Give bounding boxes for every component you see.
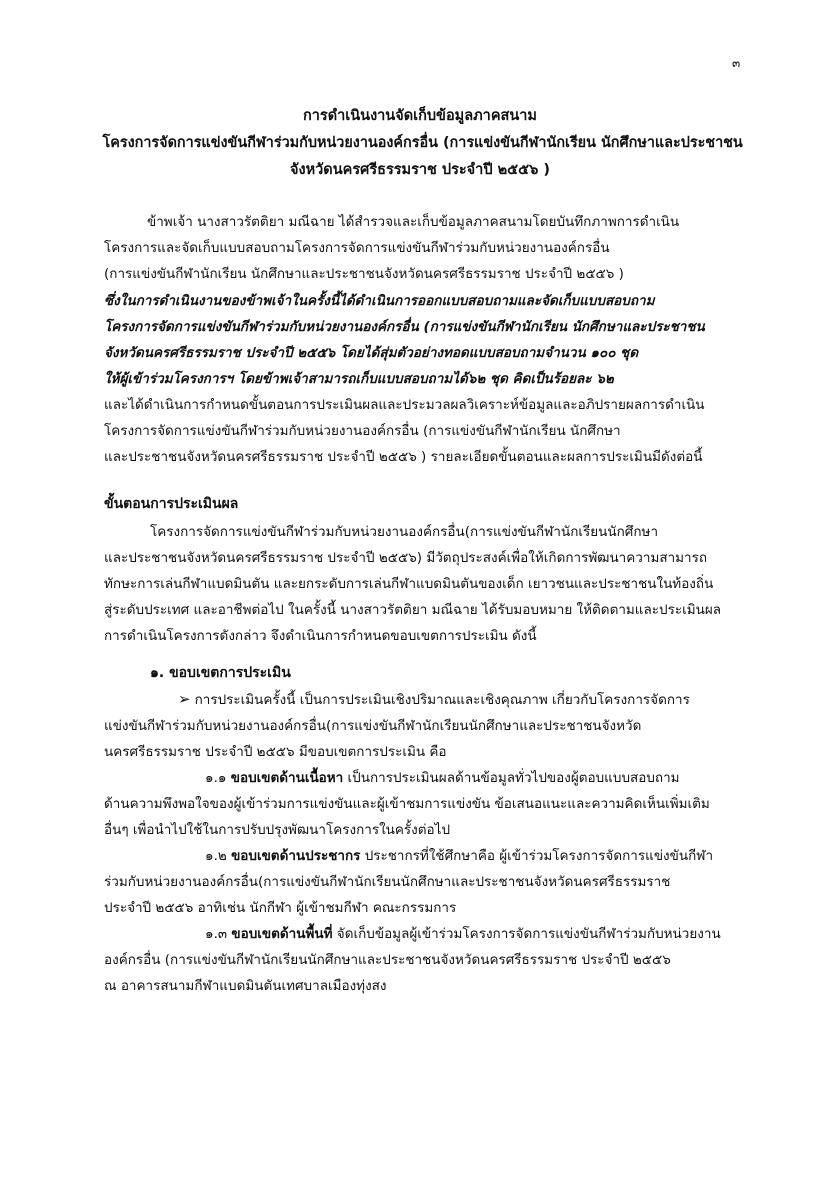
intro-line-10: และประชาชนจังหวัดนครศรีธรรมราช ประจำปี ๒๕๕๖ ) รายละเอียดขั้นตอนและผลการประเมินมีดังต่อนี้ [104,449,703,465]
intro-line-5: โครงการจัดการแข่งขันกีฬาร่วมกับหน่วยงานองค์กรอื่น (การแข่งขันกีฬานักเรียน นักศึกษาและประชาชน [104,319,705,335]
scope-1-1-text: เป็นการประเมินผลด้านข้อมูลทั่วไปของผู้ตอบแบบสอบถาม [343,770,680,786]
page-number: ๓ [732,56,741,70]
scope-1-3-title: ขอบเขตด้านพื้นที่ [231,926,333,942]
scope-line-1-text: การประเมินครั้งนี้ เป็นการประเมินเชิงปริมาณและเชิงคุณภาพ เกี่ยวกับโครงการจัดการ [194,692,690,708]
scope-1-3-text: จัดเก็บข้อมูลผู้เข้าร่วมโครงการจัดการแข่งขันกีฬาร่วมกับหน่วยงาน [332,926,721,942]
scope-1-1-line-2: ด้านความพึงพอใจของผู้เข้าร่วมการแข่งขันและผู้เข้าชมการแข่งขัน ข้อเสนอแนะและความคิดเห็นเพิ่มเติม [104,796,710,812]
scope-1-1-title: ขอบเขตด้านเนื้อหา [230,770,344,786]
scope-1-2-line-1 [205,844,713,866]
scope-1-2-line-2: ร่วมกับหน่วยงานองค์กรอื่น(การแข่งขันกีฬานักเรียนนักศึกษาและประชาชนจังหวัดนครศรีธรรมราช [104,874,671,890]
intro-line-3: (การแข่งขันกีฬานักเรียน นักศึกษาและประชาชนจังหวัดนครศรีธรรมราช ประจำปี ๒๕๕๖ ) [104,266,624,282]
intro-line-2: โครงการและจัดเก็บแบบสอบถามโครงการจัดการแข่งขันกีฬาร่วมกับหน่วยงานองค์กรอื่น [104,240,610,256]
section-heading: ขั้นตอนการประเมินผล [104,496,239,512]
arrow-bullet-icon: ➢ [178,690,191,708]
scope-line-3: นครศรีธรรมราช ประจำปี ๒๕๕๖ มีขอบเขตการประเมิน คือ [104,744,447,760]
section-line-4: สู่ระดับประเทศ และอาชีพต่อไป ในครั้งนี้ นางสาวรัตติยา มณีฉาย ได้รับมอบหมาย ให้ติดตามและประเมินผล [104,602,722,618]
scope-line-2: แข่งขันกีฬาร่วมกับหน่วยงานองค์กรอื่น(การแข่งขันกีฬานักเรียนนักศึกษาและประชาชนจังหวัด [104,718,642,734]
intro-line-1: ข้าพเจ้า นางสาวรัตติยา มณีฉาย ได้สำรวจและเก็บข้อมูลภาคสนามโดยบันทึกภาพการดำเนิน [147,214,680,230]
scope-1-2-line-3: ประจำปี ๒๕๕๖ อาทิเช่น นักกีฬา ผู้เข้าชมกีฬา คณะกรรมการ [104,900,457,916]
scope-1-2-text: ประชากรที่ใช้ศึกษาคือ ผู้เข้าร่วมโครงการจัดการแข่งขันกีฬา [360,848,714,864]
scope-line-1 [178,688,690,710]
scope-1-1-number: ๑.๑ [205,770,231,786]
scope-heading: ๑. ขอบเขตการประเมิน [150,665,291,681]
scope-1-1-line-3: อื่นๆ เพื่อนำไปใช้ในการปรับปรุงพัฒนาโครงการในครั้งต่อไป [104,822,451,838]
scope-1-2-number: ๑.๒ [205,848,232,864]
section-line-1: โครงการจัดการแข่งขันกีฬาร่วมกับหน่วยงานองค์กรอื่น(การแข่งขันกีฬานักเรียนนักศึกษา [150,524,659,540]
intro-line-4: ซึ่งในการดำเนินงานของข้าพเจ้าในครั้งนี้ได้ดำเนินการออกแบบสอบถามและจัดเก็บแบบสอบถาม [104,293,655,309]
scope-1-3-line-2: องค์กรอื่น (การแข่งขันกีฬานักเรียนนักศึกษาและประชาชนจังหวัดนครศรีธรรมราช ประจำปี ๒๕๕๖ [104,952,671,968]
section-line-5: การดำเนินโครงการดังกล่าว จึงดำเนินการกำหนดขอบเขตการประเมิน ดังนี้ [104,628,537,644]
scope-1-1-line-1 [205,766,680,788]
intro-line-9: โครงการจัดการแข่งขันกีฬาร่วมกับหน่วยงานองค์กรอื่น (การแข่งขันกีฬานักเรียน นักศึกษา [104,423,621,439]
intro-line-7: ให้ผู้เข้าร่วมโครงการฯ โดยข้าพเจ้าสามารถเก็บแบบสอบถามได้๖๒ ชุด คิดเป็นร้อยละ ๖๒ [104,371,614,387]
intro-line-6: จังหวัดนครศรีธรรมราช ประจำปี ๒๕๕๖ โดยได้สุ่มตัวอย่างทอดแบบสอบถามจำนวน ๑๐๐ ชุด [104,345,639,361]
scope-1-3-number: ๑.๓ [205,926,232,942]
title-line-2: โครงการจัดการแข่งขันกีฬาร่วมกับหน่วยงานองค์กรอื่น (การแข่งขันกีฬานักเรียน นักศึกษาและประชาชน [102,135,743,151]
title-line-3: จังหวัดนครศรีธรรมราช ประจำปี ๒๕๕๖ ) [290,162,550,178]
scope-1-2-title: ขอบเขตด้านประชากร [231,848,361,864]
scope-1-3-line-1 [205,922,721,944]
scope-1-3-line-3: ณ อาคารสนามกีฬาแบดมินตันเทศบาลเมืองทุ่งสง [104,978,387,994]
section-line-2: และประชาชนจังหวัดนครศรีธรรมราช ประจำปี ๒๕๕๖) มีวัตถุประสงค์เพื่อให้เกิดการพัฒนาความสามารถ [104,550,708,566]
title-line-1: การดำเนินงานจัดเก็บข้อมูลภาคสนาม [303,108,537,124]
section-line-3: ทักษะการเล่นกีฬาแบดมินตัน และยกระดับการเล่นกีฬาแบดมินตันของเด็ก เยาวชนและประชาชนในท้องถิ่น [104,576,714,592]
intro-line-8: และได้ดำเนินการกำหนดขั้นตอนการประเมินผลและประมวลผลวิเคราะห์ข้อมูลและอภิปรายผลการดำเนิน [104,397,705,413]
